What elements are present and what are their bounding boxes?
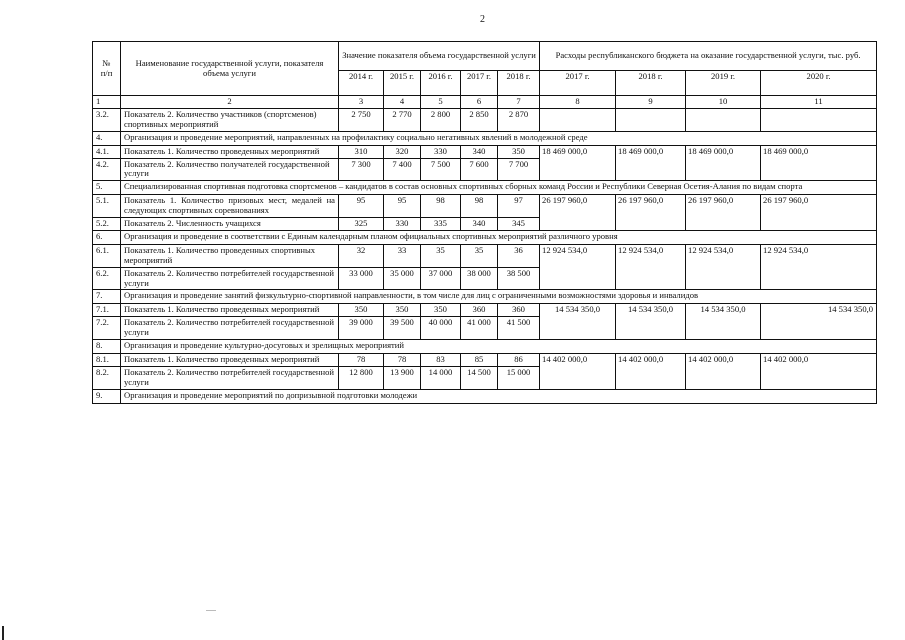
budget-cell [616,108,686,131]
value-cell: 86 [498,354,540,367]
row-name: Показатель 2. Численность учащихся [121,218,339,231]
section-num: 7. [93,290,121,304]
column-number: 2 [121,96,339,109]
budget-year: 2019 г. [686,71,761,96]
value-cell: 320 [384,145,421,158]
row-num: 3.2. [93,108,121,131]
section-num: 9. [93,389,121,403]
row-name: Показатель 1. Количество проведенных спортивных мероприятий [121,244,339,267]
value-cell: 350 [421,304,461,317]
value-cell: 7 400 [384,158,421,181]
value-cell: 14 000 [421,366,461,389]
budget-year: 2018 г. [616,71,686,96]
row-name: Показатель 2. Количество потребителей государственной услуги [121,366,339,389]
row-name: Показатель 2. Количество потребителей государственной услуги [121,267,339,290]
value-cell: 98 [461,195,498,218]
row-num: 8.1. [93,354,121,367]
value-cell: 39 000 [339,317,384,340]
value-cell: 7 700 [498,158,540,181]
row-num: 8.2. [93,366,121,389]
budget-cell: 14 534 350,0 [686,304,761,340]
budget-cell: 14 402 000,0 [761,354,877,390]
value-cell: 33 000 [339,267,384,290]
section-row [93,340,877,354]
header-row [93,42,877,71]
section-title: Организация и проведение культурно-досуговых и зрелищных мероприятий [121,340,877,354]
page-number: 2 [480,14,485,25]
section-row [93,230,877,244]
budget-cell: 14 402 000,0 [616,354,686,390]
column-number: 6 [461,96,498,109]
row-name: Показатель 2. Количество получателей государственной услуги [121,158,339,181]
value-cell: 340 [461,218,498,231]
section-row [93,290,877,304]
budget-cell: 18 469 000,0 [540,145,616,181]
table-row [93,195,877,218]
value-cell: 38 000 [461,267,498,290]
value-cell: 98 [421,195,461,218]
budget-cell: 14 534 350,0 [540,304,616,340]
column-number: 11 [761,96,877,109]
table-row [93,145,877,158]
budget-year: 2020 г. [761,71,877,96]
table-row [93,354,877,367]
column-number: 10 [686,96,761,109]
section-num: 4. [93,131,121,145]
budget-cell [540,108,616,131]
row-name: Показатель 2. Количество участников (спортсменов) спортивных мероприятий [121,108,339,131]
budget-cell: 26 197 960,0 [616,195,686,231]
budget-cell: 12 924 534,0 [540,244,616,290]
value-cell: 41 000 [461,317,498,340]
value-year: 2014 г. [339,71,384,96]
row-num: 4.1. [93,145,121,158]
header-budget: Расходы республиканского бюджета на оказание государственной услуги, тыс. руб. [540,42,877,71]
budget-cell: 14 534 350,0 [761,304,877,340]
section-num: 8. [93,340,121,354]
row-num: 5.2. [93,218,121,231]
row-num: 7.1. [93,304,121,317]
value-year: 2018 г. [498,71,540,96]
value-cell: 345 [498,218,540,231]
section-num: 6. [93,230,121,244]
value-cell: 2 770 [384,108,421,131]
section-row [93,389,877,403]
value-cell: 35 [421,244,461,267]
value-cell: 340 [461,145,498,158]
budget-cell: 14 534 350,0 [616,304,686,340]
value-year: 2016 г. [421,71,461,96]
budget-cell [761,108,877,131]
value-cell: 32 [339,244,384,267]
value-cell: 330 [384,218,421,231]
value-year: 2017 г. [461,71,498,96]
column-number: 1 [93,96,121,109]
services-table [92,41,877,404]
row-name: Показатель 2. Количество потребителей государственной услуги [121,317,339,340]
value-cell: 7 300 [339,158,384,181]
column-number: 3 [339,96,384,109]
value-cell: 78 [384,354,421,367]
budget-year: 2017 г. [540,71,616,96]
row-name: Показатель 1. Количество проведенных мероприятий [121,304,339,317]
section-title: Специализированная спортивная подготовка спортсменов – кандидатов в состав основных спортивных сборных команд России и Республики Северная Осетия-Алания по видам спорта [121,181,877,195]
value-cell: 35 [461,244,498,267]
section-title: Организация и проведение мероприятий, направленных на профилактику социально негативных явлений в молодежной среде [121,131,877,145]
budget-cell: 12 924 534,0 [761,244,877,290]
value-cell: 330 [421,145,461,158]
value-cell: 95 [339,195,384,218]
value-cell: 7 500 [421,158,461,181]
row-num: 4.2. [93,158,121,181]
row-num: 6.2. [93,267,121,290]
value-cell: 325 [339,218,384,231]
column-number: 9 [616,96,686,109]
value-cell: 310 [339,145,384,158]
section-title: Организация и проведение занятий физкультурно-спортивной направленности, в том числе для лиц с ограниченными возможностями здоровья и инвалидов [121,290,877,304]
value-cell: 38 500 [498,267,540,290]
value-cell: 36 [498,244,540,267]
table-row [93,244,877,267]
row-num: 5.1. [93,195,121,218]
section-row [93,131,877,145]
section-title: Организация и проведение в соответствии с Единым календарным планом официальных спортивных мероприятий различного уровня [121,230,877,244]
section-num: 5. [93,181,121,195]
value-cell: 350 [498,145,540,158]
value-cell: 37 000 [421,267,461,290]
value-cell: 2 750 [339,108,384,131]
budget-cell: 14 402 000,0 [540,354,616,390]
row-name: Показатель 1. Количество проведенных мероприятий [121,145,339,158]
value-cell: 35 000 [384,267,421,290]
value-cell: 2 870 [498,108,540,131]
value-cell: 2 800 [421,108,461,131]
column-number: 5 [421,96,461,109]
budget-cell: 18 469 000,0 [761,145,877,181]
value-cell: 360 [461,304,498,317]
column-number: 4 [384,96,421,109]
value-cell: 2 850 [461,108,498,131]
value-cell: 97 [498,195,540,218]
budget-cell: 26 197 960,0 [540,195,616,231]
table-row [93,304,877,317]
value-cell: 350 [339,304,384,317]
row-num: 7.2. [93,317,121,340]
section-row [93,181,877,195]
value-cell: 350 [384,304,421,317]
value-cell: 12 800 [339,366,384,389]
value-cell: 95 [384,195,421,218]
value-cell: 14 500 [461,366,498,389]
row-name: Показатель 1. Количество проведенных мероприятий [121,354,339,367]
value-cell: 78 [339,354,384,367]
budget-cell: 18 469 000,0 [686,145,761,181]
scan-edge-mark [2,626,4,640]
value-cell: 41 500 [498,317,540,340]
value-cell: 7 600 [461,158,498,181]
scan-artifact [206,610,216,611]
value-cell: 15 000 [498,366,540,389]
value-cell: 13 900 [384,366,421,389]
column-number: 8 [540,96,616,109]
budget-cell: 12 924 534,0 [616,244,686,290]
value-year: 2015 г. [384,71,421,96]
header-values: Значение показателя объема государственной услуги [339,42,540,71]
value-cell: 40 000 [421,317,461,340]
budget-cell [686,108,761,131]
header-name: Наименование государственной услуги, показателя объема услуги [121,42,339,96]
budget-cell: 26 197 960,0 [686,195,761,231]
value-cell: 85 [461,354,498,367]
budget-cell: 26 197 960,0 [761,195,877,231]
value-cell: 33 [384,244,421,267]
row-name: Показатель 1. Количество призовых мест, медалей на следующих спортивных соревнованиях [121,195,339,218]
table-row [93,108,877,131]
value-cell: 335 [421,218,461,231]
value-cell: 39 500 [384,317,421,340]
section-title: Организация и проведение мероприятий по допризывной подготовки молодежи [121,389,877,403]
column-number-row [93,96,877,109]
column-number: 7 [498,96,540,109]
value-cell: 360 [498,304,540,317]
budget-cell: 18 469 000,0 [616,145,686,181]
budget-cell: 12 924 534,0 [686,244,761,290]
header-num: № п/п [93,42,121,96]
row-num: 6.1. [93,244,121,267]
budget-cell: 14 402 000,0 [686,354,761,390]
value-cell: 83 [421,354,461,367]
